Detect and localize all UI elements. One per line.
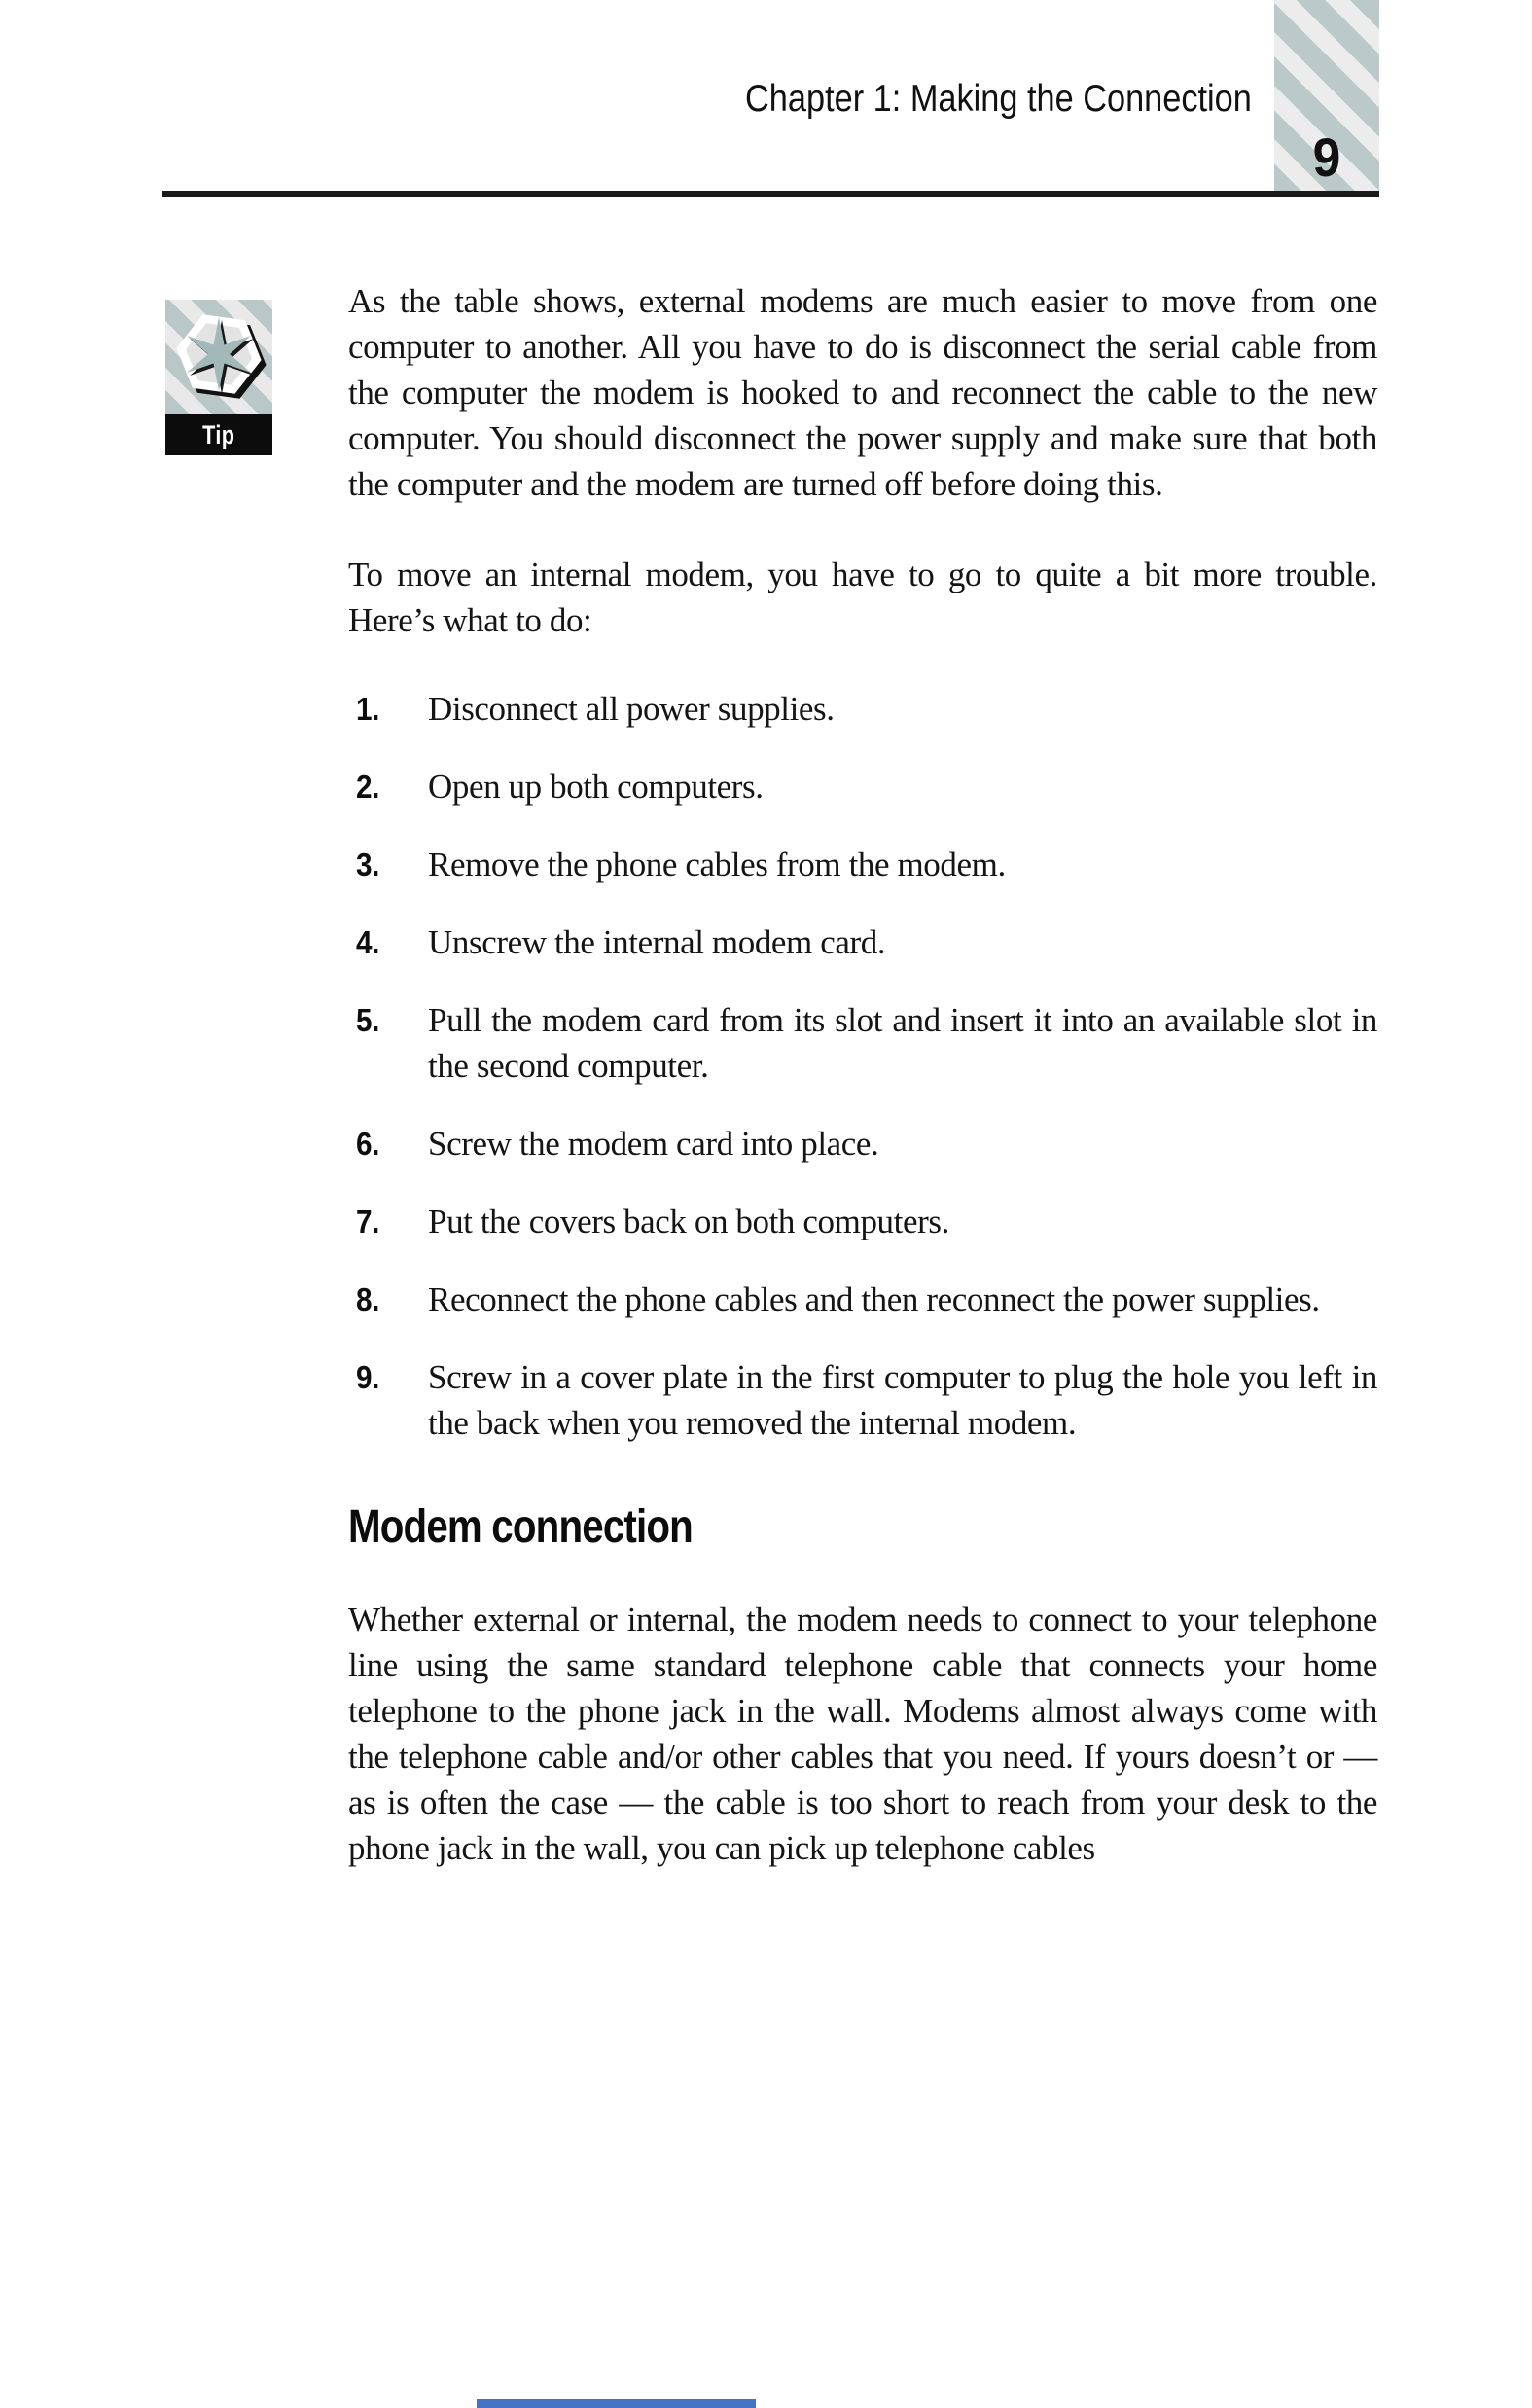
intro-paragraph-1: As the table shows, external modems are much easier to move from one computer to another. All you have to do is disconnect the serial cable from the computer the modem is hooked to and reconnect the cable to the new computer. You should disconnect the power supply and make sure that both the computer and the modem are turned off before doing this.: [348, 282, 1377, 503]
steps-list: [348, 686, 1377, 1446]
step-item-3: [348, 842, 1377, 887]
tip-icon: [165, 300, 272, 455]
section-heading: Modem connection: [348, 1501, 693, 1553]
step-item-4: [348, 919, 1377, 965]
step-text: Disconnect all power supplies.: [428, 690, 835, 728]
step-item-6: [348, 1121, 1377, 1167]
step-item-2: [348, 764, 1377, 809]
step-number: 2.: [356, 769, 380, 805]
step-text: Screw in a cover plate in the first computer to plug the hole you left in the back when you removed the internal modem.: [428, 1358, 1377, 1442]
step-item-5: [348, 997, 1377, 1089]
tip-star-icon: [165, 300, 272, 414]
running-head-chapter-title: Chapter 1: Making the Connection: [745, 78, 1252, 120]
step-text: Reconnect the phone cables and then reconnect the power supplies.: [428, 1280, 1320, 1318]
intro-paragraph-2: To move an internal modem, you have to go to quite a bit more trouble. Here’s what to do:: [348, 556, 1377, 639]
header-rule: [162, 191, 1379, 197]
step-text: Open up both computers.: [428, 768, 764, 806]
step-text: Screw the modem card into place.: [428, 1125, 879, 1163]
step-number: 4.: [356, 924, 380, 960]
step-number: 8.: [356, 1281, 380, 1317]
step-item-9: [348, 1354, 1377, 1446]
step-number: 9.: [356, 1359, 380, 1395]
tip-label: Tip: [165, 414, 272, 455]
step-number: 1.: [356, 691, 380, 727]
step-item-8: [348, 1276, 1377, 1322]
step-item-1: [348, 686, 1377, 732]
step-text: Pull the modem card from its slot and insert it into an available slot in the second computer.: [428, 1001, 1377, 1085]
step-number: 7.: [356, 1204, 380, 1240]
page-number: 9: [1312, 126, 1341, 188]
tip-hexagon-star-art: [165, 300, 272, 414]
step-text: Unscrew the internal modem card.: [428, 923, 886, 961]
step-number: 5.: [356, 1002, 380, 1038]
step-text: Remove the phone cables from the modem.: [428, 845, 1006, 883]
step-text: Put the covers back on both computers.: [428, 1203, 949, 1240]
step-number: 6.: [356, 1126, 380, 1162]
page-body: [348, 278, 1377, 1871]
step-number: 3.: [356, 846, 380, 882]
step-item-7: [348, 1199, 1377, 1244]
corner-stripe-band: [1274, 0, 1379, 193]
section-paragraph: Whether external or internal, the modem needs to connect to your telephone line using the same standard telephone cable that connects your home telephone to the phone jack in the wall. Modems almost always come with the telephone cable and/or other cables that you need. If yours doesn’t or — as is often the case — the cable is too short to reach from your desk to the phone jack in the wall, you can pick up telephone cables: [348, 1600, 1377, 1867]
bottom-blue-bar: [477, 2399, 756, 2408]
